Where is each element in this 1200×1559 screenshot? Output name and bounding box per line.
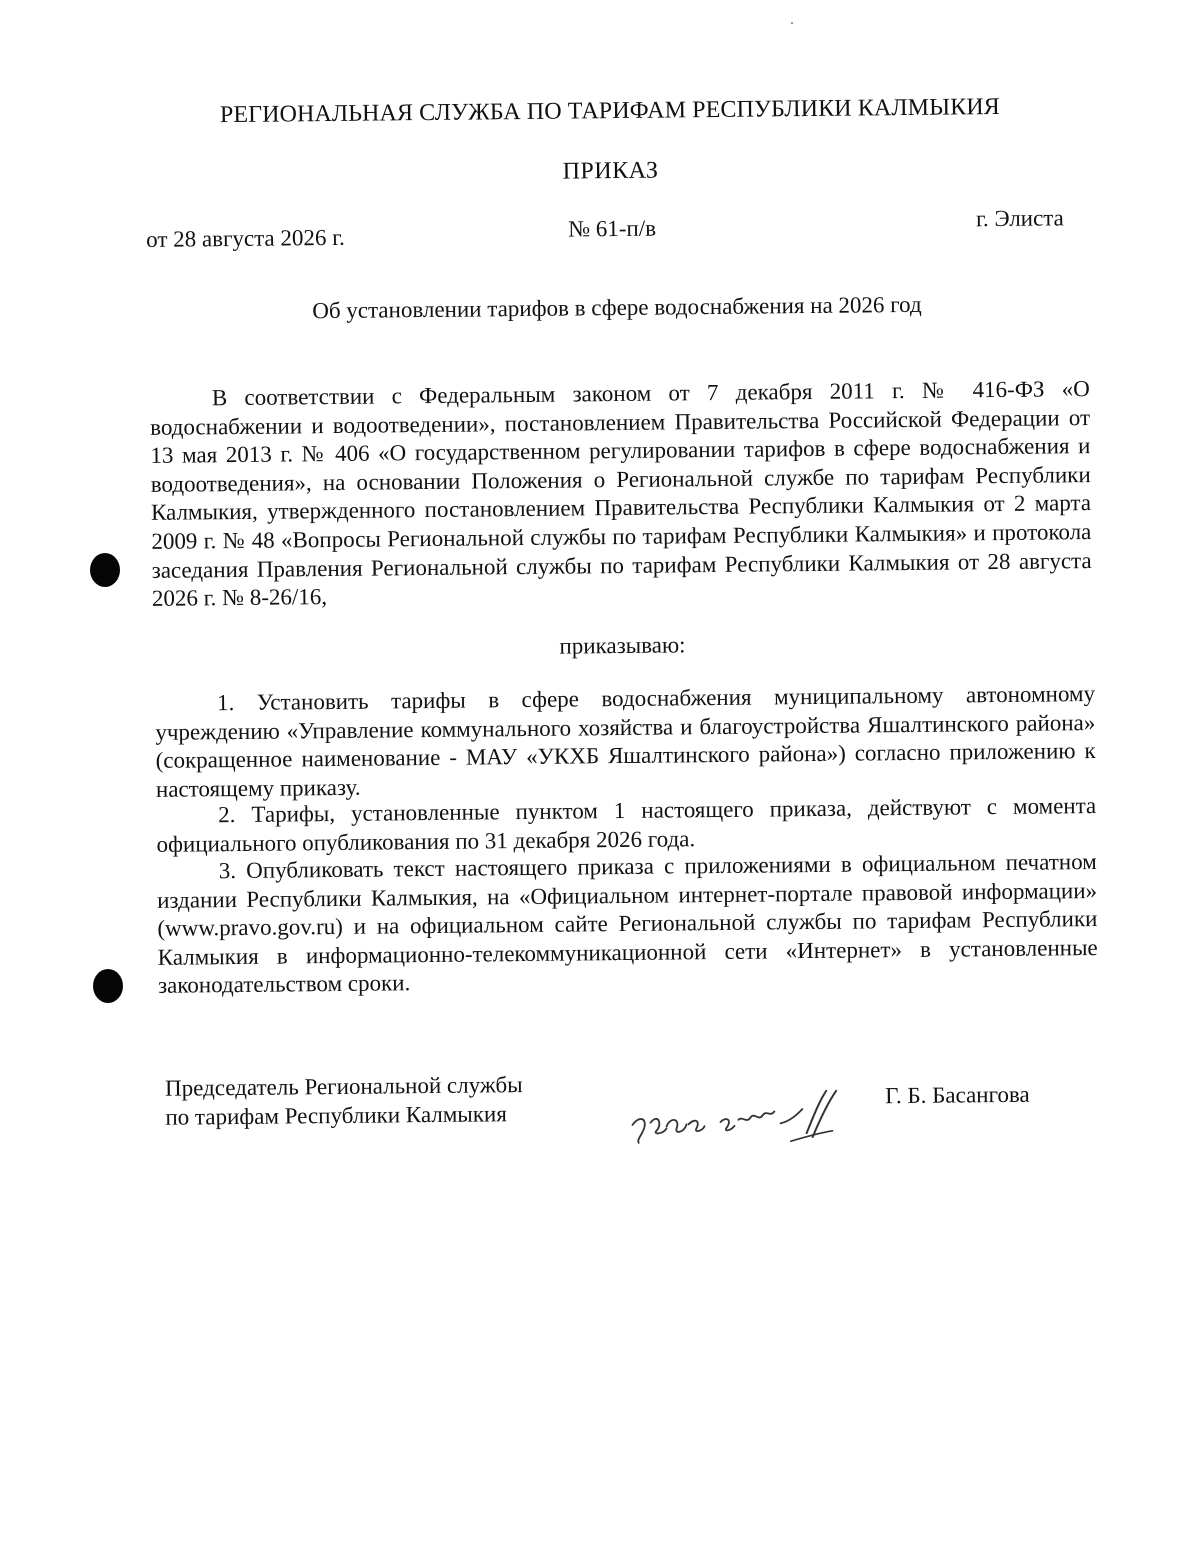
document-type: ПРИКАЗ — [562, 157, 659, 185]
decree-word: приказываю: — [559, 632, 686, 659]
basis-paragraph: В соответствии с Федеральным законом от 7 декабря 2011 г. № 416-ФЗ «О водоснабжении и водоотведении», постановлением Правительства Российской Федерации от 13 мая 2013 г. № 406 «О государственном регулировании тарифов в сфере водоснабжения и водоотведения», на основании Положения о Региональной службе по тарифам Республики Калмыкия, утвержденного постановлением Правительства Республики Калмыкия от 2 марта 2009 г. № 48 «Вопросы Региональной службы по тарифам Республики Калмыкия» и протокола заседания Правления Региональной службы по тарифам Республики Калмыкия от 28 августа 2026 г. № 8-26/16, — [150, 376, 1092, 612]
punch-hole — [90, 553, 120, 587]
agency-name: РЕГИОНАЛЬНАЯ СЛУЖБА ПО ТАРИФАМ РЕСПУБЛИКИ КАЛМЫКИЯ — [219, 93, 1000, 129]
signatory-title-line-1: Председатель Региональной службы — [164, 1072, 523, 1101]
order-item-1: 1. Установить тарифы в сфере водоснабжения муниципальному автономному учреждению «Управление коммунального хозяйства и благоустройства Яшалтинского района» (сокращенное наименование - МАУ «УКХБ Яшалтинского района») согласно приложению к настоящему приказу. — [155, 681, 1096, 802]
document-subject: Об установлении тарифов в сфере водоснабжения на 2026 год — [312, 291, 922, 324]
signatory-title-line-2: по тарифам Республики Калмыкия — [165, 1100, 507, 1130]
signatory-title — [165, 1070, 586, 1132]
document-city: г. Элиста — [975, 205, 1064, 232]
signatory-name: Г. Б. Басангова — [885, 1081, 1030, 1109]
punch-hole — [93, 969, 123, 1003]
document-date: от 28 августа 2026 г. — [146, 224, 345, 252]
order-item-2: 2. Тарифы, установленные пунктом 1 настоящего приказа, действуют с момента официального опубликования по 31 декабря 2026 года. — [156, 793, 1097, 857]
document-number: № 61-п/в — [567, 215, 657, 242]
handwritten-signature — [620, 1083, 851, 1155]
order-item-3: 3. Опубликовать текст настоящего приказа с приложениями в официальном печатном издании Республики Калмыкия, на «Официальном интернет-портале правовой информации» (www.pravo.gov.ru) и на официальном сайте Региональной службы по тарифам Республики Калмыкия в информационно-телекоммуникационной сети «Интернет» в установленные законодательством сроки. — [156, 849, 1098, 999]
